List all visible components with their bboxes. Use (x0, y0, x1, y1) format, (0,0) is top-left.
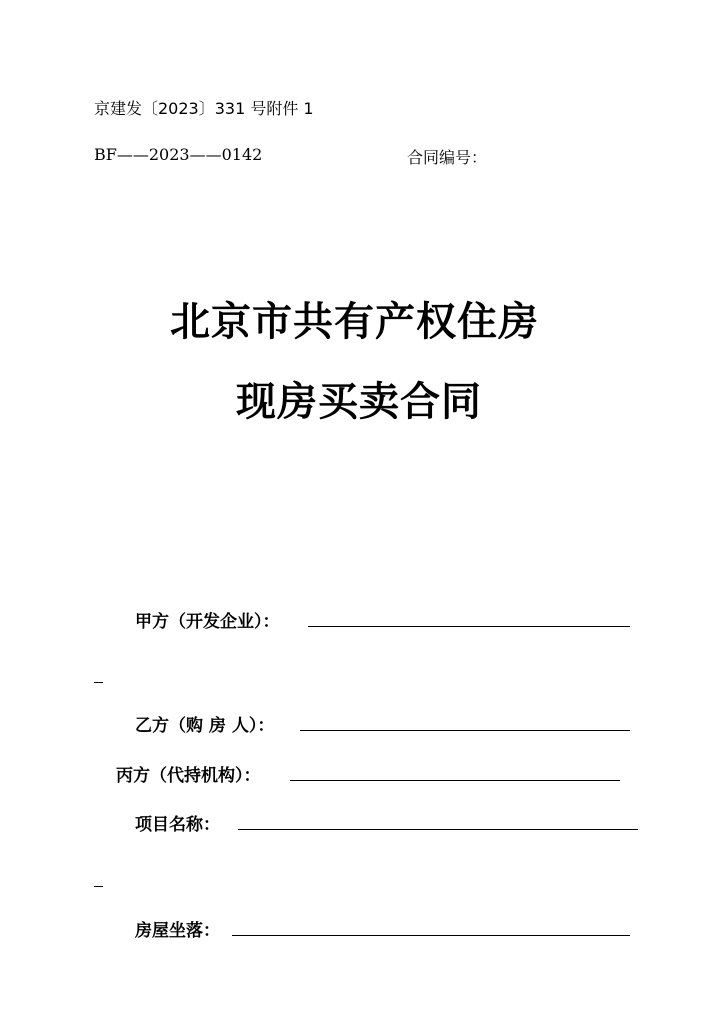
party-a-label: 甲方（开发企业）： (135, 612, 280, 632)
document-title-line2: 现房买卖合同 (236, 379, 482, 425)
house-location-input-line[interactable] (232, 935, 630, 936)
project-name-label: 项目名称： (135, 815, 220, 835)
party-a-input-line[interactable] (308, 626, 630, 627)
document-title-line1: 北京市共有产权住房 (170, 299, 539, 345)
party-c-input-line[interactable] (290, 780, 620, 781)
party-b-input-line[interactable] (300, 730, 630, 731)
form-code: BF——2023——0142 (94, 145, 263, 164)
document-reference: 京建发〔2023〕331 号附件 1 (94, 99, 314, 118)
contract-number-label: 合同编号： (407, 148, 488, 167)
party-b-label: 乙方（购 房 人）： (135, 716, 275, 736)
house-location-label: 房屋坐落： (135, 921, 220, 941)
line-continuation-mark (94, 886, 103, 887)
line-continuation-mark (94, 682, 103, 683)
project-name-input-line[interactable] (238, 829, 638, 830)
party-c-label: 丙方（代持机构）： (116, 766, 261, 786)
